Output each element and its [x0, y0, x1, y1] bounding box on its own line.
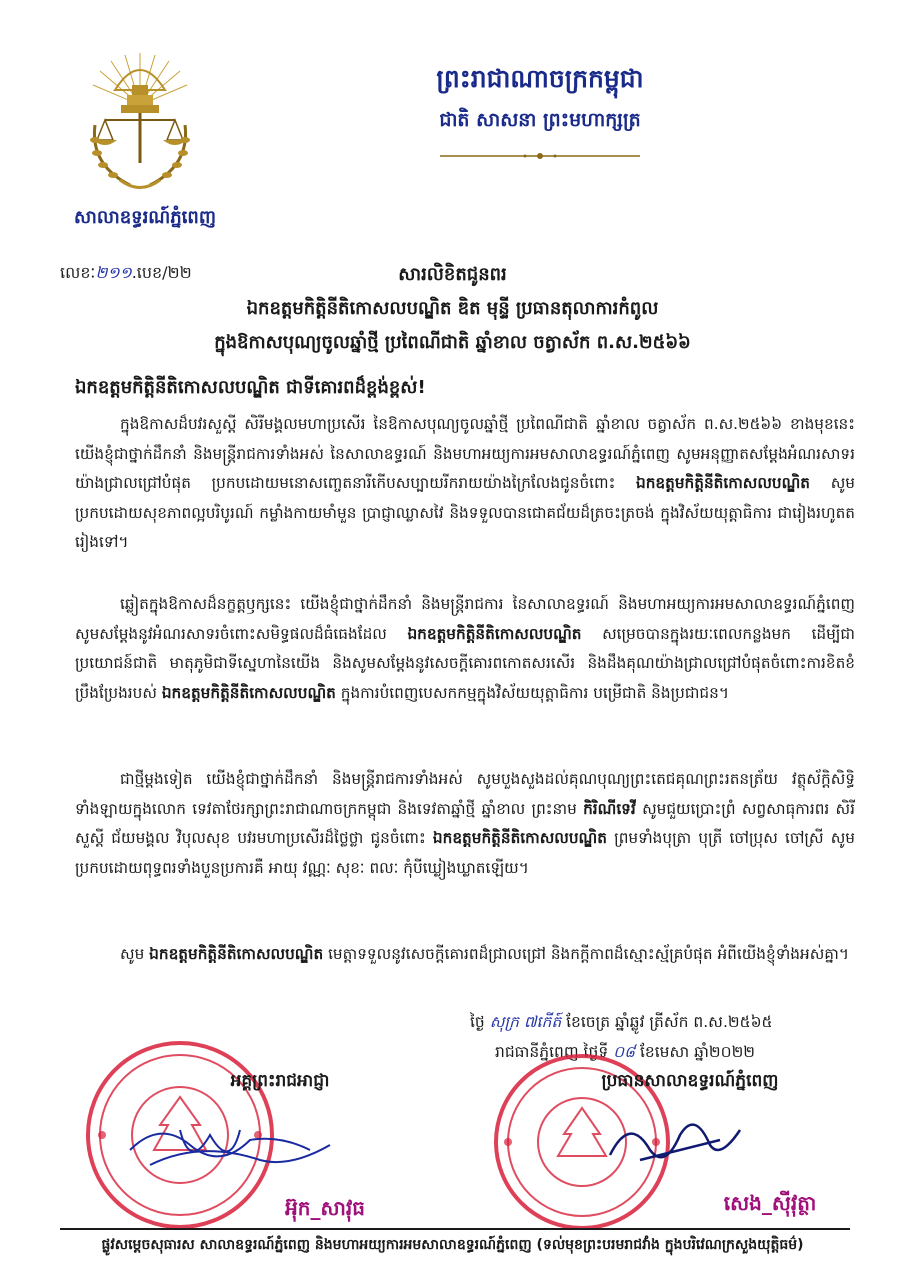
right-signatory-title: ប្រធានសាលាឧទ្ធរណ៍ភ្នំពេញ — [601, 1071, 779, 1091]
department-name: សាលាឧទ្ធរណ៍ភ្នំពេញ — [74, 207, 216, 228]
p2-text: ឆ្លៀតក្នុងឱកាសដ៏នក្ខត្តឫក្សនេះ យើងខ្ញុំជាថ្នាក់ដឹកនាំ និងមន្ត្រីរាជការ នៃសាលាឧទ្ធរណ៍ និងមហាអយ្យការអមសាលាឧទ្ធរណ៍ភ្នំពេញ សូមសម្តែងនូវអំណរសាទរចំពោះសមិទ្ធផលដ៏ធំធេងដែល — [75, 595, 855, 643]
letter-recipient: ឯកឧត្តមកិត្តិនីតិកោសលបណ្ឌិត ឌិត មុន្ទី ប្រធានតុលាការកំពូល — [246, 298, 659, 319]
p2-mid: សម្រេចបានក្នុងរយៈពេលកន្លងមក ដើម្បីជាប្រយោជន៍ជាតិ មាតុភូមិជាទីស្នេហានៃយើង និងសូមសម្តែងនូវសេចក្តីគោរពកោតសរសើរ និងដឹងគុណយ៉ាងជ្រាលជ្រៅបំផុតចំពោះការខិតខំប្រឹងប្រែងរបស់ — [75, 624, 855, 702]
footer-divider — [60, 1228, 850, 1230]
p2-end: ក្នុងការបំពេញបេសកកម្មក្នុងវិស័យយុត្តាធិការ បម្រើជាតិ និងប្រជាជន។ — [340, 683, 729, 702]
left-signatory-name: អ៊ុក_សាវុធ — [285, 1196, 365, 1220]
solar-rest: ខែមេសា ឆ្នាំ២០២២ — [639, 1043, 756, 1061]
p1-honorific: ឯកឧត្តមកិត្តិនីតិកោសលបណ្ឌិត — [635, 474, 811, 492]
p3-text: ជាថ្មីម្តងទៀត យើងខ្ញុំជាថ្នាក់ដឹកនាំ និងមន្ត្រីរាជការទាំងអស់ សូមបួងសួងដល់គុណបុណ្យព្រះតេជគុណព្រះរតនត្រ័យ វត្ថុស័ក្តិសិទ្ធិទាំងឡាយក្នុងលោក ទេវតាថែរក្សាព្រះរាជាណាចក្រកម្ពុជា និងទេវតាឆ្នាំថ្មី ឆ្នាំខាល ព្រះនាម — [75, 770, 855, 818]
letter-title: សារលិខិតជូនពរ — [398, 264, 507, 285]
left-signatory-title: អគ្គព្រះរាជអាជ្ញា — [230, 1071, 330, 1091]
court-emblem — [75, 45, 205, 200]
national-motto: ជាតិ សាសនា ព្រះមហាក្សត្រ — [439, 109, 641, 131]
p3-mid: សូមជួយប្រោះព្រំ សព្វសាធុការពរ សិរីសួស្តី ជ័យមង្គល វិបុលសុខ បវរមហាប្រសើរដ៏ថ្លៃថ្លា ជូនចំពោះ — [75, 799, 855, 847]
lunar-prefix: ថ្ងៃ — [470, 1013, 485, 1031]
left-signature — [120, 1110, 340, 1180]
lunar-handwritten: សុក្រ ៧កើត៍ — [489, 1013, 562, 1031]
solar-prefix: រាជធានីភ្នំពេញ ថ្ងៃទី — [495, 1043, 609, 1061]
p4-start: សូម — [120, 945, 145, 963]
solar-handwritten-day: ០៨ — [613, 1043, 636, 1061]
right-signatory-name: សេង_ស៊ីវុត្ថា — [723, 1191, 817, 1215]
footer-address: ផ្លូវសម្តេចសុធារស សាលាឧទ្ធរណ៍ភ្នំពេញ និងមហាអយ្យការអមសាលាឧទ្ធរណ៍ភ្នំពេញ (ទល់មុខព្រះបរមរាជវាំង ក្នុងបរិវេណក្រសួងយុត្តិធម៌) — [101, 1237, 804, 1253]
reference-label: លេខៈ — [60, 263, 96, 282]
body-paragraph-3 — [75, 765, 855, 883]
signature-icon — [120, 1110, 340, 1180]
p1-end: សូមប្រកបដោយសុខភាពល្អបរិបូរណ៍ កម្លាំងកាយមាំមួន ប្រាជ្ញាឈ្លាសវៃ និងទទួលបានជោគជ័យដ៏ត្រចះត្រចង់ ក្នុងវិស័យយុត្តាធិការ ជារៀងរហូតតរៀងទៅ។ — [75, 474, 855, 551]
salutation: ឯកឧត្តមកិត្តិនីតិកោសលបណ្ឌិត ជាទីគោរពដ៏ខ្ពង់ខ្ពស់! — [75, 377, 426, 398]
body-paragraph-4 — [75, 940, 855, 970]
flourish-icon — [440, 152, 640, 160]
p1-text: ក្នុងឱកាសដ៏បវរសួស្តី សិរីមង្គលមហាប្រសើរ នៃឱកាសបុណ្យចូលឆ្នាំថ្មី ប្រពៃណីជាតិ ឆ្នាំខាល ចត្វាស័ក ព.ស.២៥៦៦ ខាងមុខនេះ យើងខ្ញុំជាថ្នាក់ដឹកនាំ និងមន្ត្រីរាជការទាំងអស់ នៃសាលាឧទ្ធរណ៍ និងមហាអយ្យការអមសាលាឧទ្ធរណ៍ភ្នំពេញ សូមអនុញ្ញាតសម្តែងអំណរសាទរយ៉ាងជ្រាលជ្រៅបំផុត ប្រកបដោយមនោសញ្ចេតនារីកើបសប្បាយរីករាយយ៉ាងក្រៃលែងជូនចំពោះ — [75, 415, 855, 492]
emblem-icon — [75, 45, 205, 200]
p2-honorific: ឯកឧត្តមកិត្តិនីតិកោសលបណ្ឌិត — [407, 624, 582, 643]
body-paragraph-2 — [75, 590, 855, 708]
ornament-divider — [440, 145, 640, 153]
p3-honorific: ឯកឧត្តមកិត្តិនីតិកោសលបណ្ឌិត — [432, 829, 607, 847]
signature-icon — [600, 1105, 750, 1175]
reference-suffix: .បេខ/២២ — [131, 263, 192, 282]
lunar-date — [470, 1012, 890, 1035]
letter-occasion: ក្នុងឱកាសបុណ្យចូលឆ្នាំថ្មី ប្រពៃណីជាតិ ឆ្នាំខាល ចត្វាស័ក ព.ស.២៥៦៦ — [214, 332, 691, 353]
p3-end: ព្រមទាំងបុត្រា បុត្រី ចៅប្រុស ចៅស្រី សូមប្រកបដោយពុទ្ធពរទាំងបួនប្រការគឺ អាយុ វណ្ណៈ សុខៈ ពលៈ កុំបីឃ្លៀងឃ្លាតឡើយ។ — [75, 829, 855, 877]
p4-honorific: ឯកឧត្តមកិត្តិនីតិកោសលបណ្ឌិត — [149, 945, 324, 963]
kingdom-title: ព្រះរាជាណាចក្រកម្ពុជា — [436, 64, 644, 93]
reference-handwritten-number: ២១១ — [95, 263, 132, 282]
body-paragraph-1 — [75, 410, 855, 558]
lunar-rest: ខែចេត្រ ឆ្នាំឆ្លូវ ត្រីស័ក ព.ស.២៥៦៥ — [566, 1013, 773, 1031]
p2-honorific-2: ឯកឧត្តមកិត្តិនីតិកោសលបណ្ឌិត — [161, 683, 336, 702]
p4-end: មេត្តាទទួលនូវសេចក្តីគោរពដ៏ជ្រាលជ្រៅ និងកក្តីកាពដ៏ស្មោះស្ម័គ្របំផុត អំពីយើងខ្ញុំទាំងអស់គ្នា។ — [328, 945, 849, 963]
right-signature — [600, 1105, 750, 1175]
p3-deity-name: កិរិណីទេវី — [583, 799, 636, 818]
